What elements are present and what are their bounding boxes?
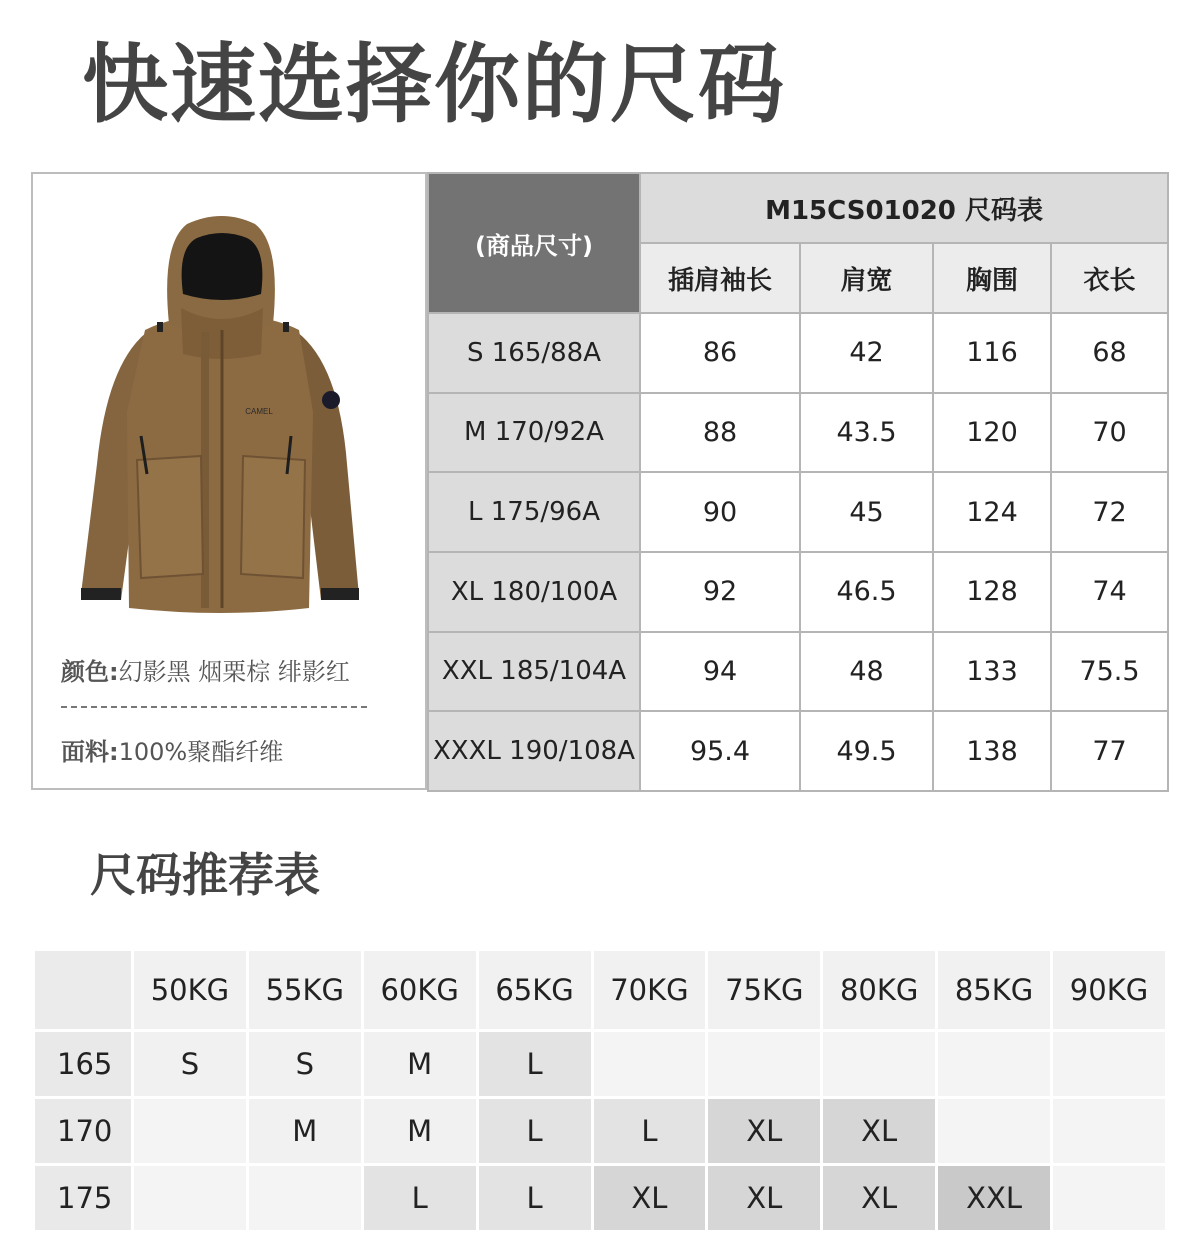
table-row: [428, 313, 1168, 393]
recommend-cell: [1053, 1032, 1165, 1096]
recommend-cell: XL: [708, 1166, 820, 1230]
value-cell: 133: [933, 632, 1051, 712]
value-cell: 88: [640, 393, 800, 473]
recommend-cell: L: [594, 1099, 706, 1163]
value-cell: 70: [1051, 393, 1168, 473]
recommend-cell: [938, 1099, 1050, 1163]
recommend-cell: [1053, 1099, 1165, 1163]
value-cell: 86: [640, 313, 800, 393]
divider: [61, 706, 367, 708]
size-cell: XL 180/100A: [428, 552, 640, 632]
recommend-cell: XXL: [938, 1166, 1050, 1230]
value-cell: 128: [933, 552, 1051, 632]
corner-cell: [35, 951, 131, 1029]
table-row: [428, 393, 1168, 473]
weight-header: 55KG: [249, 951, 361, 1029]
recommend-cell: [249, 1166, 361, 1230]
recommend-title: 尺码推荐表: [90, 848, 320, 902]
fabric-label: 面料:: [61, 738, 119, 766]
table-row: [428, 552, 1168, 632]
recommend-cell: XL: [823, 1099, 935, 1163]
height-cell: 170: [35, 1099, 131, 1163]
recommend-cell: XL: [708, 1099, 820, 1163]
recommend-cell: L: [479, 1166, 591, 1230]
recommend-cell: [1053, 1166, 1165, 1230]
recommend-cell: L: [364, 1166, 476, 1230]
recommend-cell: [594, 1032, 706, 1096]
table-row: [428, 711, 1168, 791]
fabric-value: 100%聚酯纤维: [118, 738, 284, 766]
size-cell: XXL 185/104A: [428, 632, 640, 712]
value-cell: 42: [800, 313, 933, 393]
size-chart-title: M15CS01020 尺码表: [640, 173, 1168, 243]
weight-header-row: [35, 951, 1165, 1029]
weight-header: 85KG: [938, 951, 1050, 1029]
weight-header: 70KG: [594, 951, 706, 1029]
color-info: [61, 652, 350, 687]
weight-header: 50KG: [134, 951, 246, 1029]
size-cell: XXXL 190/108A: [428, 711, 640, 791]
down-jacket-illustration: [77, 204, 367, 644]
value-cell: 124: [933, 472, 1051, 552]
size-recommendation-table: [32, 948, 1168, 1233]
column-header: 衣长: [1051, 243, 1168, 313]
size-chart-table: [427, 172, 1169, 792]
recommend-cell: [134, 1166, 246, 1230]
recommend-cell: [823, 1032, 935, 1096]
value-cell: 90: [640, 472, 800, 552]
value-cell: 75.5: [1051, 632, 1168, 712]
recommend-cell: [708, 1032, 820, 1096]
height-cell: 165: [35, 1032, 131, 1096]
height-row: [35, 1166, 1165, 1230]
page-title: 快速选择你的尺码: [82, 35, 786, 135]
recommend-cell: M: [364, 1099, 476, 1163]
recommend-cell: S: [249, 1032, 361, 1096]
height-row: [35, 1099, 1165, 1163]
recommend-cell: M: [364, 1032, 476, 1096]
product-card: [31, 172, 427, 790]
value-cell: 120: [933, 393, 1051, 473]
value-cell: 94: [640, 632, 800, 712]
recommend-cell: XL: [823, 1166, 935, 1230]
weight-header: 90KG: [1053, 951, 1165, 1029]
table-row: [428, 472, 1168, 552]
size-label-header: (商品尺寸): [428, 173, 640, 313]
value-cell: 68: [1051, 313, 1168, 393]
recommend-cell: XL: [594, 1166, 706, 1230]
table-row: [428, 632, 1168, 712]
value-cell: 48: [800, 632, 933, 712]
fabric-info: [61, 732, 283, 767]
size-cell: M 170/92A: [428, 393, 640, 473]
value-cell: 72: [1051, 472, 1168, 552]
value-cell: 43.5: [800, 393, 933, 473]
value-cell: 116: [933, 313, 1051, 393]
weight-header: 60KG: [364, 951, 476, 1029]
recommend-cell: [134, 1099, 246, 1163]
size-cell: L 175/96A: [428, 472, 640, 552]
value-cell: 92: [640, 552, 800, 632]
recommend-cell: L: [479, 1032, 591, 1096]
weight-header: 80KG: [823, 951, 935, 1029]
recommend-cell: L: [479, 1099, 591, 1163]
column-header: 胸围: [933, 243, 1051, 313]
value-cell: 138: [933, 711, 1051, 791]
value-cell: 46.5: [800, 552, 933, 632]
value-cell: 49.5: [800, 711, 933, 791]
recommend-cell: [938, 1032, 1050, 1096]
recommend-cell: M: [249, 1099, 361, 1163]
value-cell: 45: [800, 472, 933, 552]
value-cell: 77: [1051, 711, 1168, 791]
height-cell: 175: [35, 1166, 131, 1230]
color-label: 颜色:: [61, 658, 119, 686]
size-cell: S 165/88A: [428, 313, 640, 393]
column-header: 插肩袖长: [640, 243, 800, 313]
weight-header: 65KG: [479, 951, 591, 1029]
height-row: [35, 1032, 1165, 1096]
brand-logo-text: CAMEL: [245, 407, 273, 416]
recommend-cell: S: [134, 1032, 246, 1096]
weight-header: 75KG: [708, 951, 820, 1029]
value-cell: 95.4: [640, 711, 800, 791]
value-cell: 74: [1051, 552, 1168, 632]
column-header: 肩宽: [800, 243, 933, 313]
color-value: 幻影黑 烟栗棕 绯影红: [118, 658, 350, 686]
